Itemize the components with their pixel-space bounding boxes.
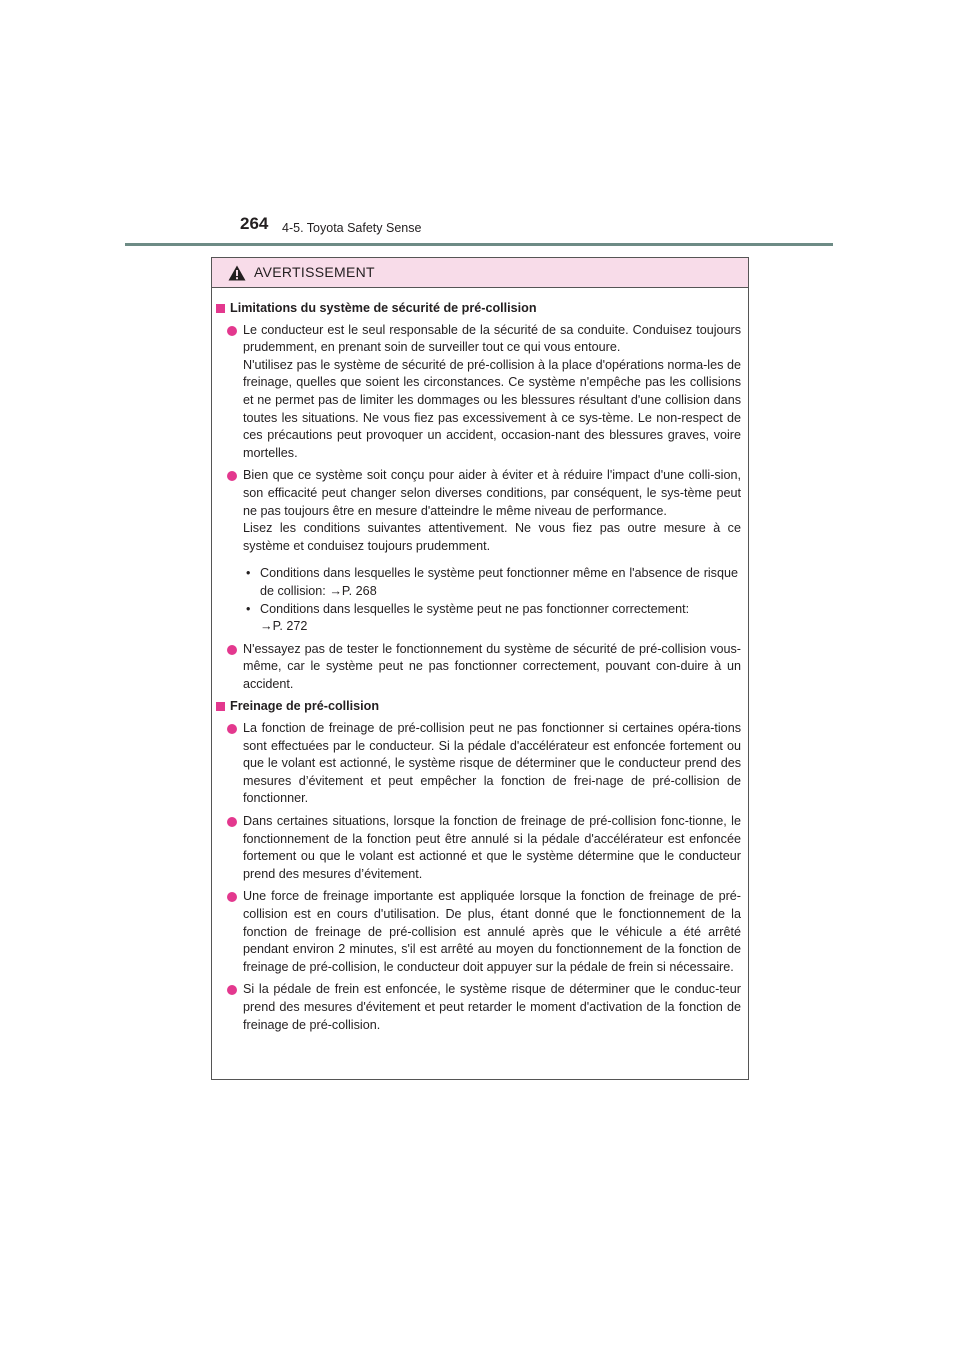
sub-text: Conditions dans lesquelles le système peut fonctionner même en l'absence de risque de collision: (260, 566, 738, 598)
page-reference-link[interactable]: →P. 268 (329, 583, 377, 598)
paragraph: Bien que ce système soit conçu pour aider à éviter et à réduire l'impact d'une colli-sion, son efficacité peut changer selon diverses conditions, par conséquent, le sys-tème peut ne pas toujours être en mesure d'atteindre le même niveau de performance. (243, 468, 741, 518)
list-item (243, 641, 741, 694)
list-item (243, 981, 741, 1034)
square-bullet-icon (216, 304, 225, 313)
page-number: 264 (240, 214, 269, 233)
warning-header (212, 258, 748, 288)
square-bullet-icon (216, 702, 225, 711)
list-item (243, 720, 741, 808)
section-heading-limitations (212, 300, 748, 318)
bullet: • (246, 601, 251, 616)
circle-bullet-icon (227, 326, 237, 336)
paragraph: Lisez les conditions suivantes attentivement. Ne vous fiez pas outre mesure à ce système et conduisez toujours prudemment. (243, 521, 741, 553)
paragraph: Le conducteur est le seul responsable de la sécurité de sa conduite. Conduisez toujours prudemment, en prenant soin de surveiller tout ce qui vous entoure. (243, 322, 741, 355)
circle-bullet-icon (227, 645, 237, 655)
circle-bullet-icon (227, 817, 237, 827)
page-reference-link[interactable]: →P. 272 (260, 619, 308, 634)
section-title: 4-5. Toyota Safety Sense (282, 221, 422, 235)
warning-box (211, 257, 749, 1080)
section-heading-freinage (212, 698, 748, 716)
paragraph: Une force de freinage importante est appliquée lorsque la fonction de freinage de pré-collision est en cours d'utilisation. De plus, étant donné que le fonctionnement de la fonction de freinage de pré-collision est annulé après que le véhicule a été arrêté pendant environ 2 minutes, s'il est arrêté au moyen du fonctionnement de la fonction de freinage de pré-collision, le conducteur doit appuyer sur la pédale de frein si nécessaire. (243, 889, 741, 974)
bullet: • (246, 566, 251, 581)
list-item (243, 322, 741, 463)
heading-text: Limitations du système de sécurité de pré-collision (230, 301, 537, 315)
circle-bullet-icon (227, 724, 237, 734)
circle-bullet-icon (227, 471, 237, 481)
sub-text: Conditions dans lesquelles le système peut ne pas fonctionner correctement: (260, 601, 690, 616)
circle-bullet-icon (227, 892, 237, 902)
paragraph: Si la pédale de frein est enfoncée, le système risque de déterminer que le conduc-teur prend des mesures d'évitement et peut retarder le moment d'activation de la fonction de freinage de pré-collision. (243, 982, 741, 1032)
circle-bullet-icon (227, 985, 237, 995)
list-item (243, 888, 741, 976)
list-item (243, 813, 741, 883)
heading-text: Freinage de pré-collision (230, 699, 380, 714)
paragraph: N'essayez pas de tester le fonctionnement du système de sécurité de pré-collision vous-même, car le système peut ne pas fonctionner correctement, pouvant con-duire à un accident. (243, 641, 741, 691)
paragraph: La fonction de freinage de pré-collision peut ne pas fonctionner si certaines opéra-tions sont effectuées par le conducteur. Si la pédale d'accélérateur est enfoncée fortement ou que le volant est actionné, le système risque de déterminer que le conducteur prend des mesures d’évitement et peut empêcher la fonction de frei-nage de pré-collision de fonctionner. (243, 721, 741, 806)
paragraph: Dans certaines situations, lorsque la fonction de freinage de pré-collision fonc-tionne, le fonctionnement de la fonction peut être annulé si la pédale d'accélérateur est enfoncée fortement ou que le volant est actionné et que le système détermine que le conducteur prend des mesures d’évitement. (243, 814, 741, 881)
warning-triangle-icon (228, 265, 246, 281)
paragraph: N'utilisez pas le système de sécurité de pré-collision à la place d'opérations norma-les de freinage, quelles que soient les circonstances. Ce système n'empêche pas les collisions et ne permet pas de limiter les dommages ou les blessures résultant d'une collision dans toutes les situations. Ne vous fiez pas excessivement à ce sys-tème. Le non-respect de ces précautions peut provoquer un accident, occasion-nant des blessures graves, voire mortelles. (243, 357, 741, 460)
header-rule (125, 243, 833, 246)
warning-label: AVERTISSEMENT (254, 264, 375, 280)
sub-list-item (246, 601, 738, 636)
warning-content (212, 298, 748, 1039)
sub-list-item (246, 565, 738, 600)
list-item (243, 467, 741, 560)
